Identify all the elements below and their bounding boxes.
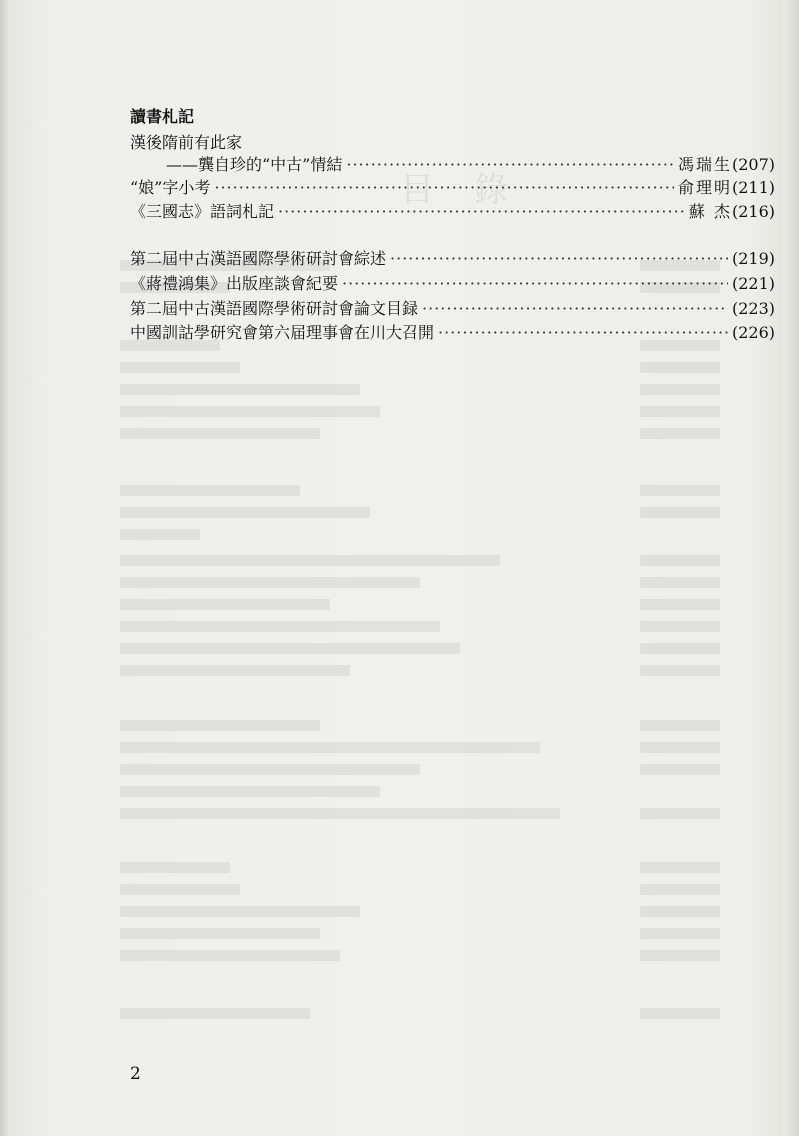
toc-entry-title: 第二屆中古漢語國際學術研討會綜述: [130, 249, 387, 268]
section-heading: 讀書札記: [130, 107, 195, 126]
toc-entry-title: 《蔣禮鴻集》出版座談會紀要: [130, 274, 339, 293]
toc-entry-page: (219): [731, 249, 775, 268]
toc-entry-title: “娘”字小考: [130, 178, 211, 197]
toc-entry-author: 馮瑞生: [677, 155, 732, 174]
toc-entry: [130, 296, 775, 318]
dot-leader: [422, 299, 728, 318]
toc-entry: [130, 320, 775, 342]
toc-entry-author: 蘇 杰: [688, 202, 732, 221]
toc-entry-page: (207): [731, 155, 775, 174]
toc-entry-title: 漢後隋前有此家: [130, 133, 243, 152]
toc-entry: [130, 175, 775, 197]
dot-leader: [346, 155, 674, 174]
dot-leader: [214, 178, 674, 197]
page-left-edge: [0, 0, 10, 1136]
toc-entry-page: (211): [731, 178, 775, 197]
toc-entry: [130, 199, 775, 221]
toc-entry-subtitle: ——龔自珍的“中古”情結: [166, 155, 343, 174]
toc-entry-title: 第二屆中古漢語國際學術研討會論文目録: [130, 299, 419, 318]
toc-entry-page: (226): [731, 323, 775, 342]
bleed-through-reverse-side: 目錄: [100, 150, 740, 1030]
page-right-edge: [783, 0, 799, 1136]
toc-entry: [166, 152, 775, 174]
dot-leader: [278, 202, 685, 221]
toc-entry-author: 俞理明: [677, 178, 732, 197]
dot-leader: [342, 274, 728, 293]
dot-leader: [438, 323, 728, 342]
toc-entry: [130, 246, 775, 268]
page-number: 2: [130, 1064, 141, 1084]
toc-entry-page: (216): [731, 202, 775, 221]
toc-entry-page: (221): [731, 274, 775, 293]
toc-entry: [130, 271, 775, 293]
toc-entry-title: 中國訓詁學研究會第六届理事會在川大召開: [130, 323, 435, 342]
toc-entry-title: 《三國志》語詞札記: [130, 202, 275, 221]
toc-entry-page: (223): [731, 299, 775, 318]
dot-leader: [390, 249, 728, 268]
